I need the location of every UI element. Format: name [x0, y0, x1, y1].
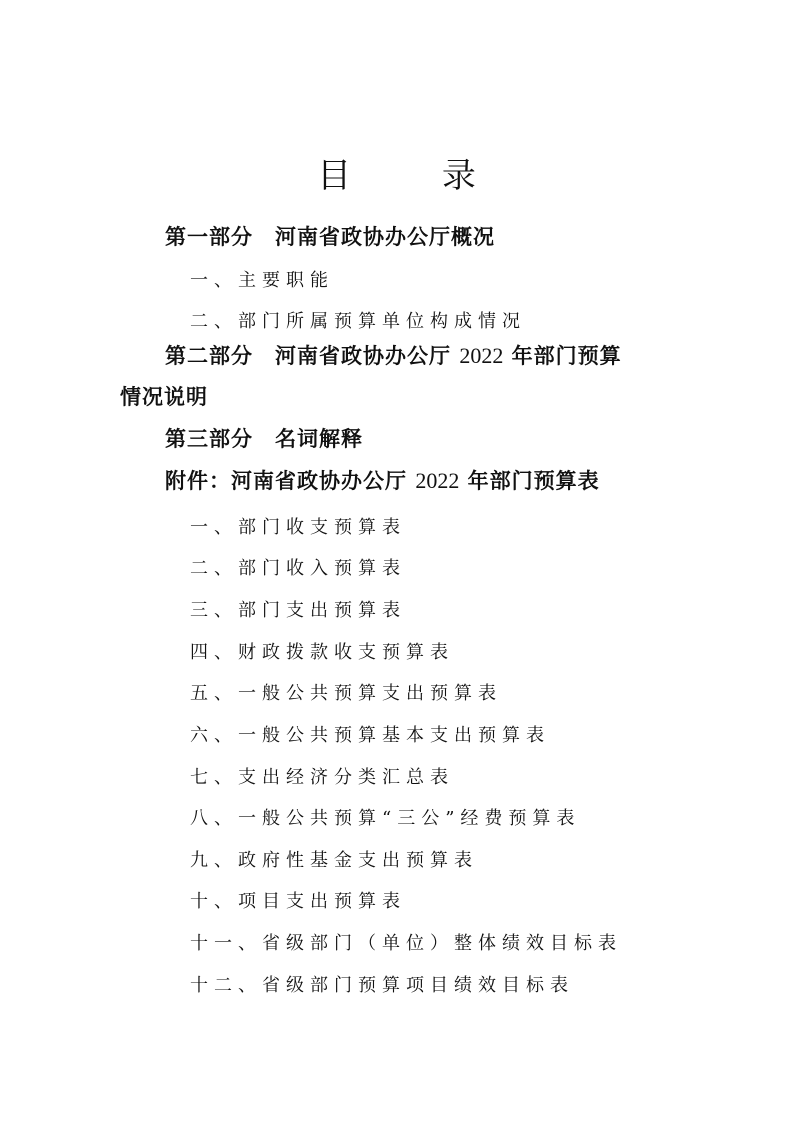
part3-heading: 第三部分 名词解释 [165, 427, 363, 451]
part2-heading [165, 340, 622, 370]
attachment-item-3: 三、部门支出预算表 [190, 600, 406, 621]
attachment-item-5: 五、一般公共预算支出预算表 [190, 683, 502, 704]
attachment-item-12: 十二、省级部门预算项目绩效目标表 [190, 975, 574, 996]
attachment-item-1: 一、部门收支预算表 [190, 517, 406, 538]
part1-heading: 第一部分 河南省政协办公厅概况 [165, 225, 495, 249]
attachment-year: 2022 [415, 468, 460, 493]
attachment-item-10: 十、项目支出预算表 [190, 891, 406, 912]
part1-item-units: 二、部门所属预算单位构成情况 [190, 311, 526, 332]
attachment-item-8: 八、一般公共预算“三公”经费预算表 [190, 808, 581, 829]
page-title: 目 录 [317, 156, 516, 196]
part2-year: 2022 [459, 343, 504, 368]
attachment-heading-suffix: 年部门预算表 [459, 469, 600, 493]
attachment-item-9: 九、政府性基金支出预算表 [190, 850, 478, 871]
attachment-heading-text: 附件：河南省政协办公厅 [165, 469, 416, 493]
attachment-heading [165, 465, 600, 495]
part1-item-functions: 一、主要职能 [190, 270, 334, 291]
part2-heading-continuation: 情况说明 [120, 385, 208, 409]
attachment-item-11: 十一、省级部门（单位）整体绩效目标表 [190, 933, 622, 954]
attachment-item-6: 六、一般公共预算基本支出预算表 [190, 725, 550, 746]
part2-heading-suffix: 年部门预算 [503, 344, 622, 368]
attachment-item-4: 四、财政拨款收支预算表 [190, 642, 454, 663]
attachment-item-7: 七、支出经济分类汇总表 [190, 767, 454, 788]
part2-heading-text: 第二部分 河南省政协办公厅 [165, 344, 460, 368]
attachment-item-2: 二、部门收入预算表 [190, 558, 406, 579]
